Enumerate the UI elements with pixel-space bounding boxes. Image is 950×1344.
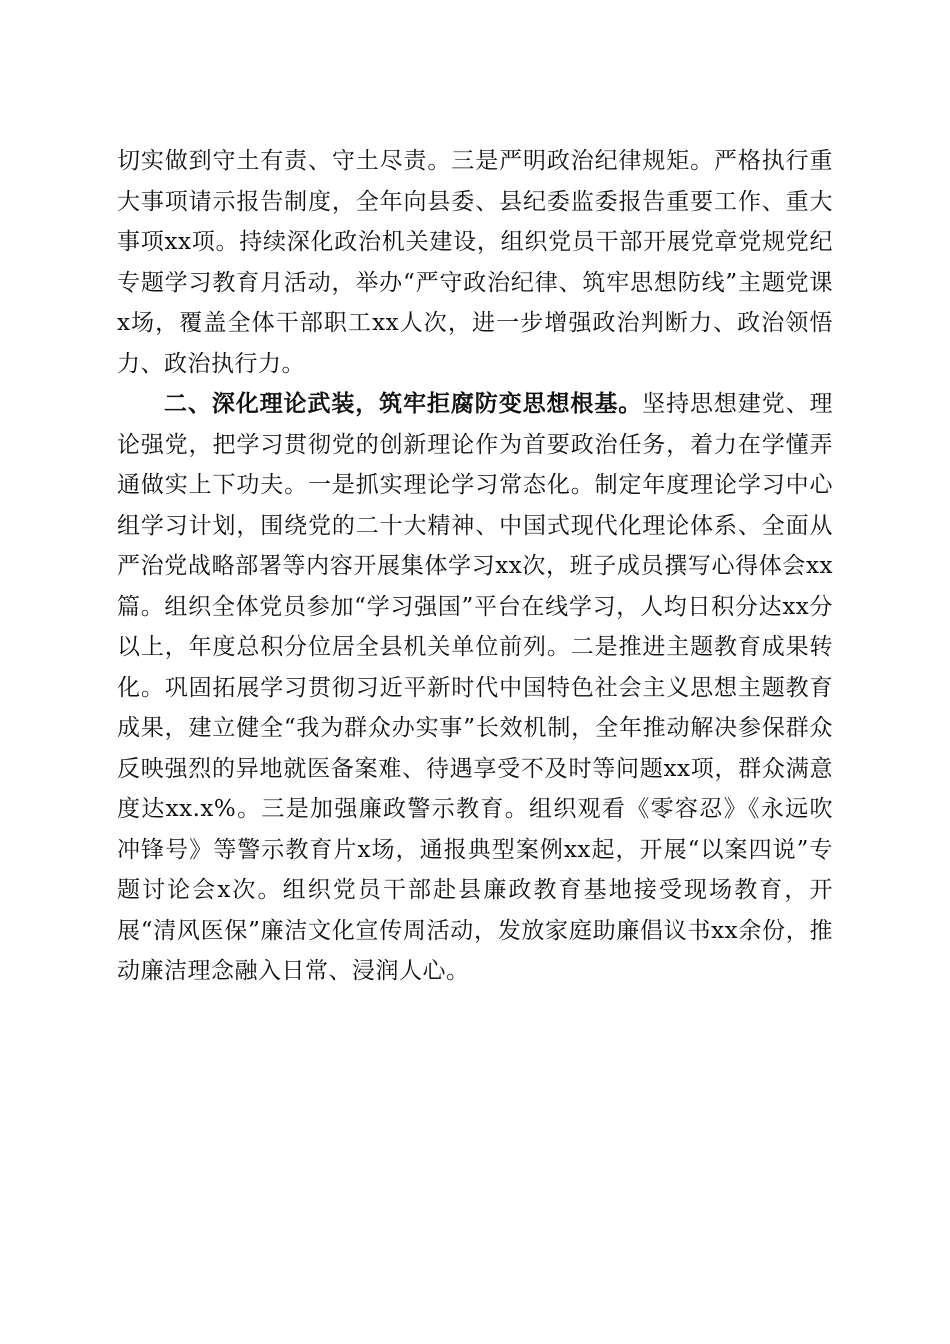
paragraph-continuation [117,141,833,384]
paragraph-1-text: 切实做到守土有责、守土尽责。三是严明政治纪律规矩。严格执行重大事项请示报告制度，全年向县委、县纪委监委报告重要工作、重大事项xx项。持续深化政治机关建设，组织党员干部开展党章党规党纪专题学习教育月活动，举办“严守政治纪律、筑牢思想防线”主题党课x场，覆盖全体干部职工xx人次，进一步增强政治判断力、政治领悟力、政治执行力。 [117,148,833,377]
paragraph-2-text: 坚持思想建党、理论强党，把学习贯彻党的创新理论作为首要政治任务，着力在学懂弄通做实上下功夫。一是抓实理论学习常态化。制定年度理论学习中心组学习计划，围绕党的二十大精神、中国式现代化理论体系、全面从严治党战略部署等内容开展集体学习xx次，班子成员撰写心得体会xx篇。组织全体党员参加“学习强国”平台在线学习，人均日积分达xx分以上，年度总积分位居全县机关单位前列。二是推进主题教育成果转化。巩固拓展学习贯彻习近平新时代中国特色社会主义思想主题教育成果，建立健全“我为群众办实事”长效机制，全年推动解决参保群众反映强烈的异地就医备案难、待遇享受不及时等问题xx项，群众满意度达xx.x%。三是加强廉政警示教育。组织观看《零容忍》《永远吹冲锋号》等警示教育片x场，通报典型案例xx起，开展“以案四说”专题讨论会x次。组织党员干部赴县廉政教育基地接受现场教育，开展“清风医保”廉洁文化宣传周活动，发放家庭助廉倡议书xx余份，推动廉洁理念融入日常、浸润人心。 [117,391,834,984]
document-page [117,141,833,992]
section-heading: 二、深化理论武装，筑牢拒腐防变思想根基。 [164,391,643,417]
paragraph-section-two [117,384,833,992]
